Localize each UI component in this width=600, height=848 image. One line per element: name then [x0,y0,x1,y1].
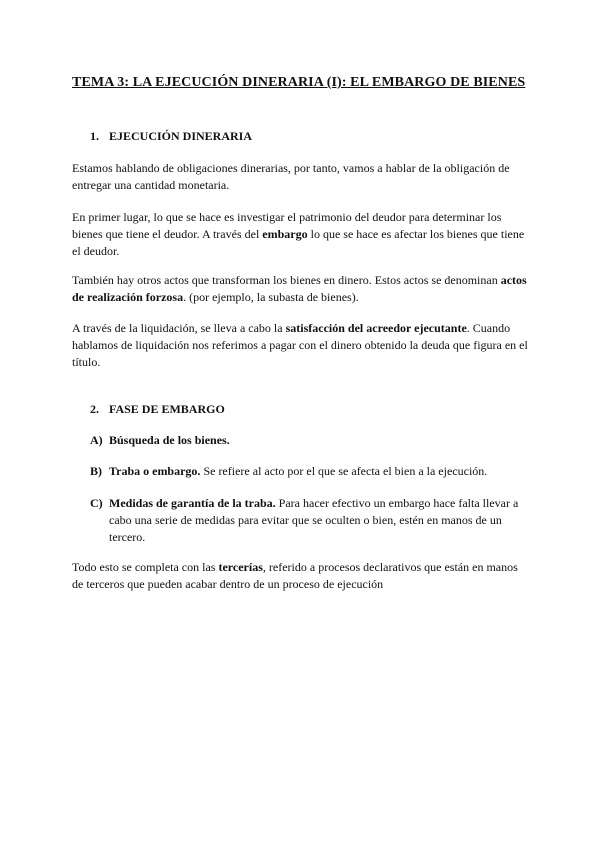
section-number: 1. [90,129,99,143]
list-item-letter: B) [90,464,102,478]
paragraph-4 [72,320,530,371]
list-item-bold: Traba o embargo. [109,464,201,478]
section-number: 2. [90,402,99,416]
list-item-letter: A) [90,433,103,447]
list-item [90,495,532,546]
list-item [90,432,532,449]
section-heading-text: FASE DE EMBARGO [109,402,225,416]
list-item-text: Para hacer efectivo un embargo hace falta llevar a cabo una serie de medidas para evitar que se oculten o bien, estén en manos de un tercero. [109,496,519,544]
list-item-letter: C) [90,496,103,510]
paragraph-3 [72,272,530,306]
paragraph-text: Todo esto se completa con las [72,560,219,574]
paragraph-text: , referido a procesos declarativos que están en manos de terceros que pueden acabar dentro de un proceso de ejecución [72,560,518,591]
paragraph-text: También hay otros actos que transforman los bienes en dinero. Estos actos se denominan [72,273,501,287]
paragraph-5 [72,559,530,593]
paragraph-1: Estamos hablando de obligaciones dinerarias, por tanto, vamos a hablar de la obligación de entregar una cantidad monetaria. [72,161,510,192]
bold-term: embargo [262,227,308,241]
paragraph-text: En primer lugar, lo que se hace es investigar el patrimonio del deudor para determinar los bienes que tiene el deudor. A través del [72,210,502,241]
bold-term: tercerías [218,560,263,574]
paragraph-text: A través de la liquidación, se lleva a cabo la [72,321,286,335]
document-title: TEMA 3: LA EJECUCIÓN DINERARIA (I): EL EMBARGO DE BIENES [72,75,526,90]
section-heading-text: EJECUCIÓN DINERARIA [109,129,253,143]
section-heading-1 [90,128,252,145]
paragraph-2 [72,209,530,260]
list-item-text: Se refiere al acto por el que se afecta el bien a la ejecución. [200,464,488,478]
paragraph-text: . (por ejemplo, la subasta de bienes). [183,290,359,304]
list-item [90,463,532,480]
list-item-bold: Búsqueda de los bienes. [109,433,230,447]
bold-term: actos de realización forzosa [72,273,527,304]
paragraph-text: lo que se hace es afectar los bienes que tiene el deudor. [72,227,525,258]
paragraph-text: . Cuando hablamos de liquidación nos referimos a pagar con el dinero obtenido la deuda que figura en el título. [72,321,528,369]
list-item-bold: Medidas de garantía de la traba. [109,496,276,510]
section-heading-2 [90,401,225,418]
bold-term: satisfacción del acreedor ejecutante [285,321,467,335]
